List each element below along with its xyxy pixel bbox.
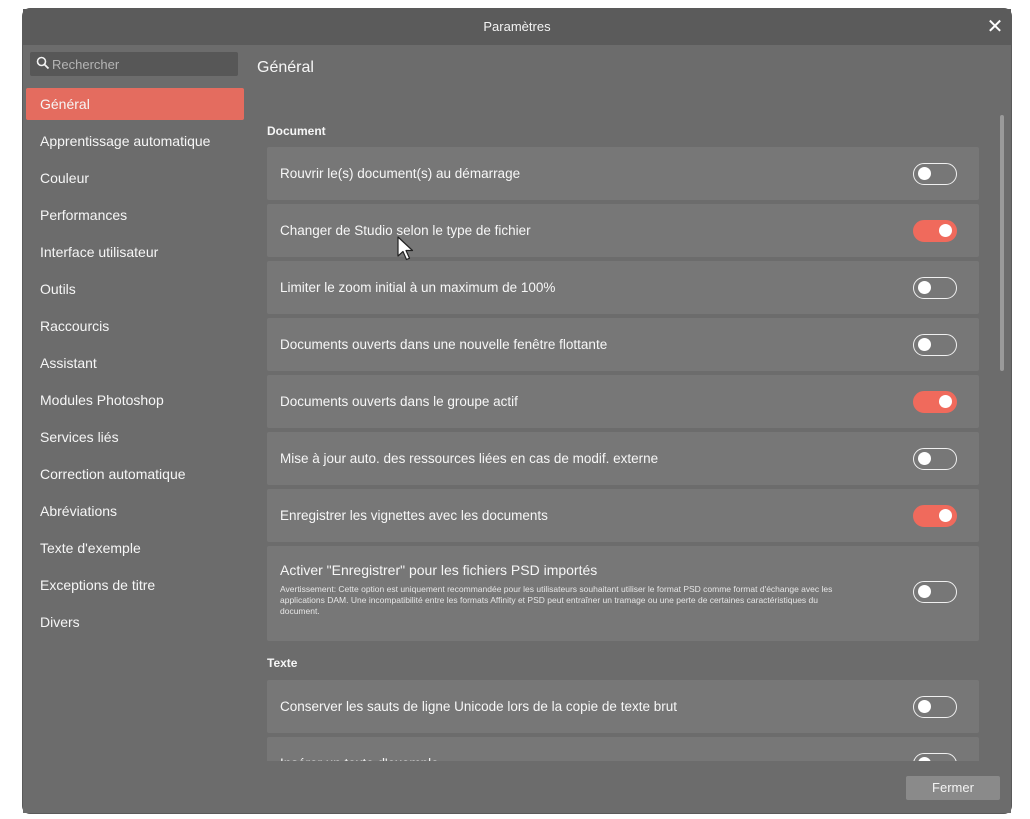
close-icon[interactable]: ✕ — [986, 16, 1004, 38]
toggle-knob — [939, 224, 952, 237]
sidebar-item-color[interactable]: Couleur — [40, 170, 90, 186]
option-row — [267, 489, 979, 542]
option-row — [267, 546, 979, 641]
toggle-knob — [939, 509, 952, 522]
toggle-switch[interactable] — [913, 696, 957, 718]
toggle-switch[interactable] — [913, 505, 957, 527]
toggle-switch[interactable] — [913, 277, 957, 299]
option-row — [267, 147, 979, 200]
toggle-knob — [918, 585, 931, 598]
sidebar-item-tools[interactable]: Outils — [40, 281, 76, 297]
scrollbar[interactable] — [1000, 115, 1004, 371]
option-row — [267, 432, 979, 485]
mouse-pointer-icon — [397, 236, 415, 262]
toggle-knob — [918, 700, 931, 713]
sidebar-item-abbreviations[interactable]: Abréviations — [40, 503, 118, 519]
page-title: Général — [257, 59, 314, 76]
toggle-switch[interactable] — [913, 448, 957, 470]
close-button[interactable]: Fermer — [906, 776, 1000, 800]
toggle-knob — [939, 395, 952, 408]
title-bar — [23, 9, 1011, 45]
sidebar-item-photoshop-plugins[interactable]: Modules Photoshop — [40, 392, 164, 408]
sidebar — [23, 45, 248, 761]
window-title: Paramètres — [483, 19, 551, 34]
option-label: Activer "Enregistrer" pour les fichiers PSD importés — [280, 562, 598, 578]
option-row — [267, 375, 979, 428]
dialog-footer — [23, 761, 1011, 813]
option-row — [267, 261, 979, 314]
sidebar-item-user-interface[interactable]: Interface utilisateur — [40, 244, 159, 260]
sidebar-item-misc[interactable]: Divers — [40, 614, 80, 630]
toggle-switch[interactable] — [913, 334, 957, 356]
toggle-switch[interactable] — [913, 581, 957, 603]
option-label: Conserver les sauts de ligne Unicode lors de la copie de texte brut — [280, 699, 677, 714]
option-warning: Avertissement: Cette option est uniquement recommandée pour les utilisateurs souhaitant utiliser le format PSD comme format d'échange avec les applications DAM. Une incompatibilité entre les formats Affinity et PSD peut entraîner un tramage ou une perte de certaines caractéristiques du document. — [280, 584, 833, 616]
section-heading-document: Document — [267, 124, 326, 138]
option-row — [267, 204, 979, 257]
settings-dialog — [23, 9, 1011, 813]
option-label: Changer de Studio selon le type de fichier — [280, 223, 531, 238]
sidebar-item-general[interactable]: Général — [26, 88, 244, 120]
toggle-switch[interactable] — [913, 391, 957, 413]
toggle-switch[interactable] — [913, 163, 957, 185]
sidebar-item-autocorrect[interactable]: Correction automatique — [40, 466, 186, 482]
option-row — [267, 318, 979, 371]
option-label: Limiter le zoom initial à un maximum de 100% — [280, 280, 556, 295]
option-label: Documents ouverts dans le groupe actif — [280, 394, 518, 409]
toggle-knob — [918, 452, 931, 465]
option-label: Enregistrer les vignettes avec les documents — [280, 508, 548, 523]
sidebar-item-performance[interactable]: Performances — [40, 207, 128, 223]
sidebar-item-machine-learning[interactable]: Apprentissage automatique — [40, 133, 211, 149]
toggle-switch[interactable] — [913, 220, 957, 242]
sidebar-item-shortcuts[interactable]: Raccourcis — [40, 318, 110, 334]
sidebar-item-title-exceptions[interactable]: Exceptions de titre — [40, 577, 156, 593]
search-icon — [36, 56, 50, 70]
search-box[interactable] — [30, 52, 238, 76]
toggle-knob — [918, 167, 931, 180]
option-label: Mise à jour auto. des ressources liées en cas de modif. externe — [280, 451, 659, 466]
option-label: Rouvrir le(s) document(s) au démarrage — [280, 166, 521, 181]
option-row — [267, 680, 979, 733]
sidebar-item-assistant[interactable]: Assistant — [40, 355, 97, 371]
sidebar-nav — [26, 88, 244, 643]
sidebar-item-linked-services[interactable]: Services liés — [40, 429, 119, 445]
option-label: Documents ouverts dans une nouvelle fenêtre flottante — [280, 337, 608, 352]
toggle-knob — [918, 338, 931, 351]
search-input[interactable] — [52, 52, 232, 76]
section-heading-text: Texte — [267, 656, 298, 670]
settings-panel — [248, 45, 1011, 761]
sidebar-item-sample-text[interactable]: Texte d'exemple — [40, 540, 141, 556]
toggle-knob — [918, 281, 931, 294]
